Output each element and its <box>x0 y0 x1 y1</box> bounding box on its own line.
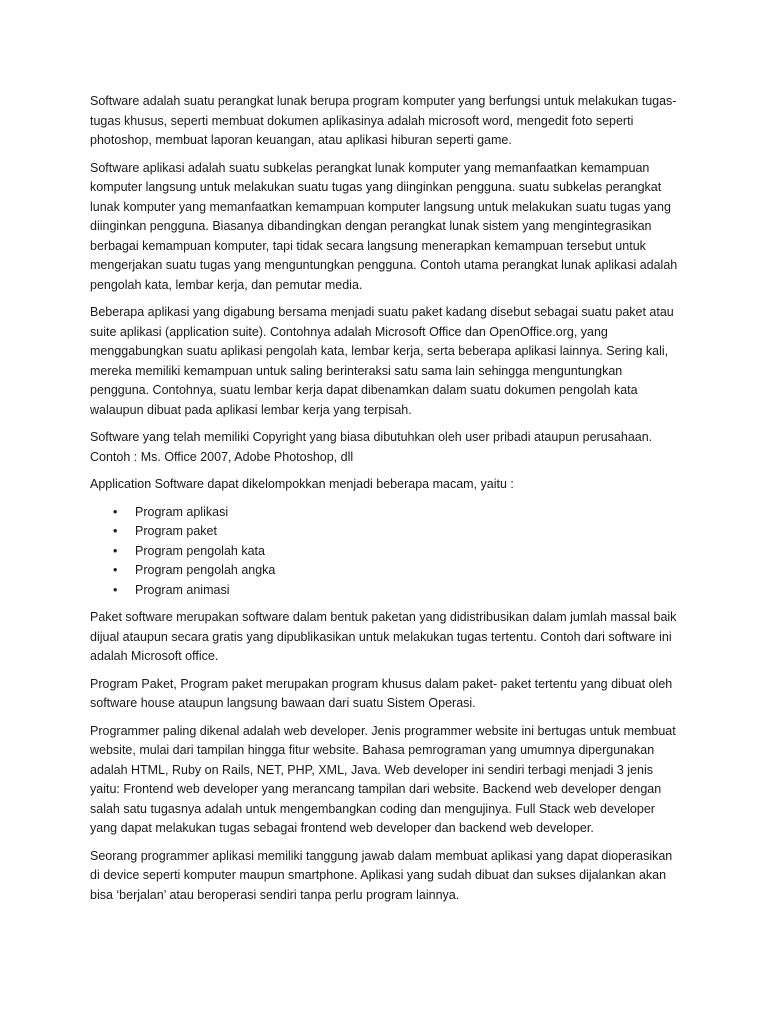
list-item-label: Program pengolah kata <box>135 543 265 558</box>
paragraph-categories-intro: Application Software dapat dikelompokkan menjadi beberapa macam, yaitu : <box>90 477 514 491</box>
paragraph-application-programmer: Seorang programmer aplikasi memiliki tanggung jawab dalam membuat aplikasi yang dapat dioperasikan di device seperti komputer maupun smartphone. Aplikasi yang sudah dibuat dan sukses dijalankan akan bisa ‘berjalan’ atau beroperasi sendiri tanpa perlu program lainnya. <box>90 848 673 902</box>
paragraph-software-definition: Software adalah suatu perangkat lunak berupa program komputer yang berfungsi untuk melakukan tugas-tugas khusus, seperti membuat dokumen aplikasinya adalah microsoft word, mengedit foto seperti photoshop, membuat laporan keuangan, atau aplikasi hiburan seperti game. <box>90 94 677 147</box>
bullet-icon: • <box>113 543 118 558</box>
list-item-label: Program aplikasi <box>135 504 229 519</box>
paragraph-web-developer: Programmer paling dikenal adalah web developer. Jenis programmer website ini bertugas untuk membuat website, mulai dari tampilan hingga fitur website. Bahasa pemrograman yang umumnya dipergunakan adalah HTML, Ruby on Rails, NET, PHP, XML, Java. Web developer ini sendiri terbagi menjadi 3 jenis yaitu: Frontend web developer yang merancang tampilan dari website. Backend web developer dengan salah satu tugasnya adalah untuk mengembangkan coding dan mengujinya. Full Stack web developer yang dapat melakukan tugas sebagai frontend web developer dan backend web developer. <box>90 723 676 835</box>
list-item-label: Program animasi <box>135 582 230 597</box>
list-item <box>113 561 680 581</box>
bullet-icon: • <box>113 563 118 577</box>
bullet-icon: • <box>113 504 118 519</box>
paragraph-copyright-software: Software yang telah memiliki Copyright yang biasa dibutuhkan oleh user pribadi ataupun perusahaan. Contoh : Ms. Office 2007, Adobe Photoshop, dll <box>90 430 653 464</box>
paragraph-software-package: Paket software merupakan software dalam bentuk paketan yang didistribusikan dalam jumlah massal baik dijual ataupun secara gratis yang dipublikasikan untuk melakukan tugas tertentu. Contoh dari software ini adalah Microsoft office. <box>90 610 677 663</box>
list-item <box>113 542 680 562</box>
bullet-icon: • <box>113 524 118 538</box>
list-item <box>113 581 680 601</box>
paragraph-application-suite: Beberapa aplikasi yang digabung bersama menjadi suatu paket kadang disebut sebagai suatu paket atau suite aplikasi (application suite). Contohnya adalah Microsoft Office dan OpenOffice.org, yang menggabungkan suatu aplikasi pengolah kata, lembar kerja, serta beberapa aplikasi lainnya. Sering kali, mereka memiliki kemampuan untuk saling berinteraksi satu sama lain sehingga menguntungkan pengguna. Contohnya, suatu lembar kerja dapat dibenamkan dalam suatu dokumen pengolah kata walaupun dibuat pada aplikasi lembar kerja yang terpisah. <box>90 305 674 417</box>
list-item <box>113 503 680 523</box>
list-item <box>113 522 680 542</box>
bullet-icon: • <box>113 582 118 597</box>
list-item-label: Program paket <box>135 524 217 538</box>
document-page <box>90 92 680 913</box>
paragraph-program-package: Program Paket, Program paket merupakan program khusus dalam paket- paket tertentu yang dibuat oleh software house ataupun langsung bawaan dari suatu Sistem Operasi. <box>90 676 673 710</box>
list-item-label: Program pengolah angka <box>135 563 276 577</box>
categories-list <box>90 503 680 601</box>
paragraph-application-software: Software aplikasi adalah suatu subkelas perangkat lunak komputer yang memanfaatkan kemampuan komputer langsung untuk melakukan suatu tugas yang diinginkan pengguna. suatu subkelas perangkat lunak komputer yang memanfaatkan kemampuan komputer langsung untuk melakukan suatu tugas yang diinginkan pengguna. Biasanya dibandingkan dengan perangkat lunak sistem yang mengintegrasikan berbagai kemampuan komputer, tapi tidak secara langsung menerapkan kemampuan tersebut untuk mengerjakan suatu tugas yang menguntungkan pengguna. Contoh utama perangkat lunak aplikasi adalah pengolah kata, lembar kerja, dan pemutar media. <box>90 160 678 292</box>
